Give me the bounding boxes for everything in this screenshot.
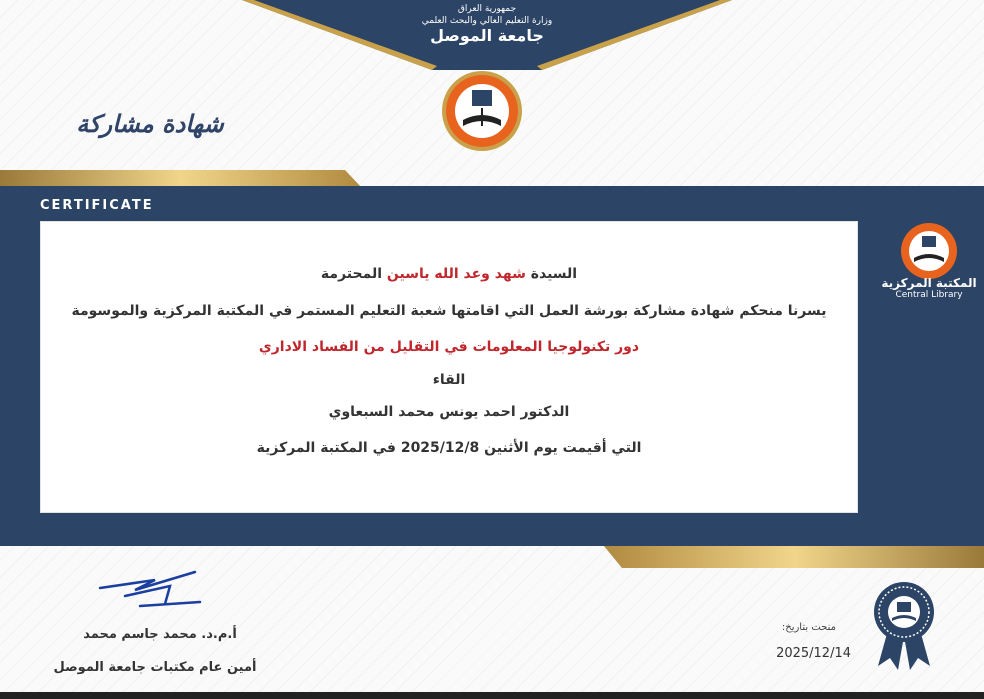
lecturer-name: الدكتور احمد يونس محمد السبعاوي <box>328 404 570 420</box>
gold-stripe-right <box>604 546 984 568</box>
signatory-title: أمين عام مكتبات جامعة الموصل <box>53 660 257 675</box>
library-name-en: Central Library <box>895 290 963 300</box>
ministry-text: وزارة التعليم العالي والبحث العلمي <box>421 16 553 26</box>
central-library-logo-icon <box>900 222 958 280</box>
university-seal-icon <box>441 70 523 152</box>
seal-badge-icon <box>872 580 936 670</box>
university-name: جامعة الموصل <box>430 26 544 45</box>
certificate-title-ar: شهادة مشاركة <box>76 110 224 138</box>
library-name-ar: المكتبة المركزية <box>881 276 977 290</box>
award-text: يسرنا منحكم شهادة مشاركة بورشة العمل التي اقامتها شعبة التعليم المستمر في المكتبة المركزية والموسومة <box>71 303 827 319</box>
salutation-prefix: السيدة <box>530 266 578 282</box>
republic-text: جمهورية العراق <box>457 4 517 14</box>
granted-date-label: منحت بتاريخ: <box>781 622 836 633</box>
recipient-name: شهد وعد الله ياسين <box>386 266 526 282</box>
signatory-name: أ.م.د. محمد جاسم محمد <box>83 627 237 642</box>
granted-date: 2025/12/14 <box>776 646 851 661</box>
salutation-suffix: المحترمة <box>320 266 383 282</box>
bottom-strip <box>0 692 984 699</box>
certificate-body <box>40 221 858 513</box>
workshop-title: دور تكنولوجيا المعلومات في التقليل من الفساد الاداري <box>258 339 640 355</box>
presented-by-label: القاء <box>432 372 466 388</box>
certificate-title-en: CERTIFICATE <box>40 198 154 213</box>
salutation-line <box>41 266 857 282</box>
event-date-text: التي أقيمت يوم الأثنين 2025/12/8 في المكتبة المركزية <box>256 440 642 456</box>
header-text <box>242 0 732 70</box>
signature-icon <box>95 566 205 610</box>
